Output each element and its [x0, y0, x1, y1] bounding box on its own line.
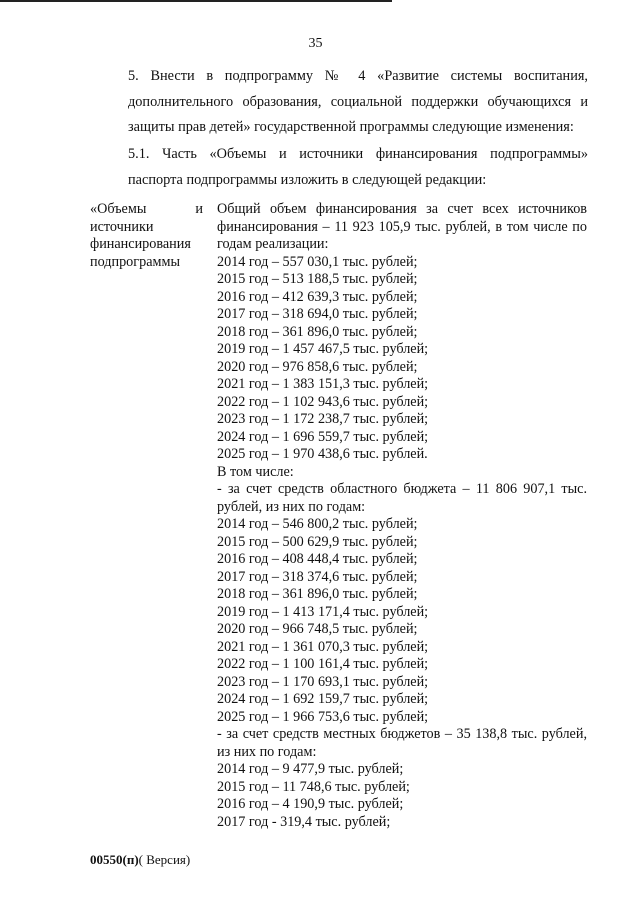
regional-year-row: 2021 год – 1 361 070,3 тыс. рублей; [217, 638, 429, 655]
regional-year-row: 2025 год – 1 966 753,6 тыс. рублей; [217, 708, 429, 725]
local-year-row: 2015 год – 11 748,6 тыс. рублей; [217, 778, 410, 795]
regional-year-row: 2019 год – 1 413 171,4 тыс. рублей; [217, 603, 429, 620]
regional-year-row: 2023 год – 1 170 693,1 тыс. рублей; [217, 673, 429, 690]
top-rule [0, 0, 392, 2]
document-version: ( Версия) [138, 852, 191, 867]
document-code: 00550(п) [90, 852, 139, 867]
total-year-row: 2019 год – 1 457 467,5 тыс. рублей; [217, 341, 429, 357]
total-year-row: 2018 год – 361 896,0 тыс. рублей; [217, 323, 418, 340]
paragraph-section-text: 5.1. Часть «Объемы и источники финансирования подпрограммы» паспорта подпрограммы изложить в следующей редакции: [128, 146, 588, 188]
paragraph-section [90, 142, 588, 193]
total-year-row: 2025 год – 1 970 438,6 тыс. рублей. [217, 446, 428, 462]
total-year-row: 2021 год – 1 383 151,3 тыс. рублей; [217, 376, 429, 392]
regional-year-row: 2017 год – 318 374,6 тыс. рублей; [217, 568, 418, 585]
local-intro: - за счет средств местных бюджетов – 35 138,8 тыс. рублей, из них по годам: [217, 726, 587, 760]
including-label: В том числе: [217, 463, 294, 480]
total-intro: Общий объем финансирования за счет всех источников финансирования – 11 923 105,9 тыс. рублей, в том числе по годам реализации: [217, 201, 587, 252]
total-year-row: 2017 год – 318 694,0 тыс. рублей; [217, 306, 418, 322]
financing-label-cell [90, 201, 203, 831]
total-year-row: 2014 год – 557 030,1 тыс. рублей; [217, 253, 418, 270]
financing-table [90, 201, 588, 831]
total-year-row: 2023 год – 1 172 238,7 тыс. рублей; [217, 411, 429, 427]
label-word-and: и [195, 201, 203, 217]
label-rest: источники финансирования подпрограммы [90, 218, 191, 270]
paragraph-amendment [90, 64, 588, 141]
local-years-list [217, 761, 587, 831]
regional-year-row: 2024 год – 1 692 159,7 тыс. рублей; [217, 691, 429, 707]
local-year-row: 2014 год – 9 477,9 тыс. рублей; [217, 761, 404, 777]
total-year-row: 2022 год – 1 102 943,6 тыс. рублей; [217, 393, 429, 410]
local-year-row: 2017 год - 319,4 тыс. рублей; [217, 813, 391, 830]
page-number: 35 [308, 36, 323, 51]
total-year-row: 2020 год – 976 858,6 тыс. рублей; [217, 358, 418, 375]
local-year-row: 2016 год – 4 190,9 тыс. рублей; [217, 796, 404, 812]
total-year-row: 2016 год – 412 639,3 тыс. рублей; [217, 288, 418, 305]
paragraph-amendment-text: 5. Внести в подпрограмму № 4 «Развитие системы воспитания, дополнительного образования, социальной поддержки обучающихся и защиты прав детей» государственной программы следующие изменения: [128, 68, 588, 135]
total-years-list [217, 254, 587, 464]
regional-year-row: 2014 год – 546 800,2 тыс. рублей; [217, 516, 418, 532]
total-year-row: 2015 год – 513 188,5 тыс. рублей; [217, 271, 418, 287]
regional-year-row: 2022 год – 1 100 161,4 тыс. рублей; [217, 656, 429, 672]
label-first-line [90, 201, 203, 219]
regional-year-row: 2018 год – 361 896,0 тыс. рублей; [217, 586, 418, 602]
regional-year-row: 2020 год – 966 748,5 тыс. рублей; [217, 621, 418, 637]
footer [90, 852, 190, 868]
regional-intro: - за счет средств областного бюджета – 11 806 907,1 тыс. рублей, из них по годам: [217, 481, 587, 515]
total-year-row: 2024 год – 1 696 559,7 тыс. рублей; [217, 428, 429, 445]
financing-details-cell [217, 201, 587, 831]
label-word-volumes: «Объемы [90, 201, 147, 217]
regional-years-list [217, 516, 587, 726]
regional-year-row: 2015 год – 500 629,9 тыс. рублей; [217, 533, 418, 550]
regional-year-row: 2016 год – 408 448,4 тыс. рублей; [217, 551, 418, 567]
